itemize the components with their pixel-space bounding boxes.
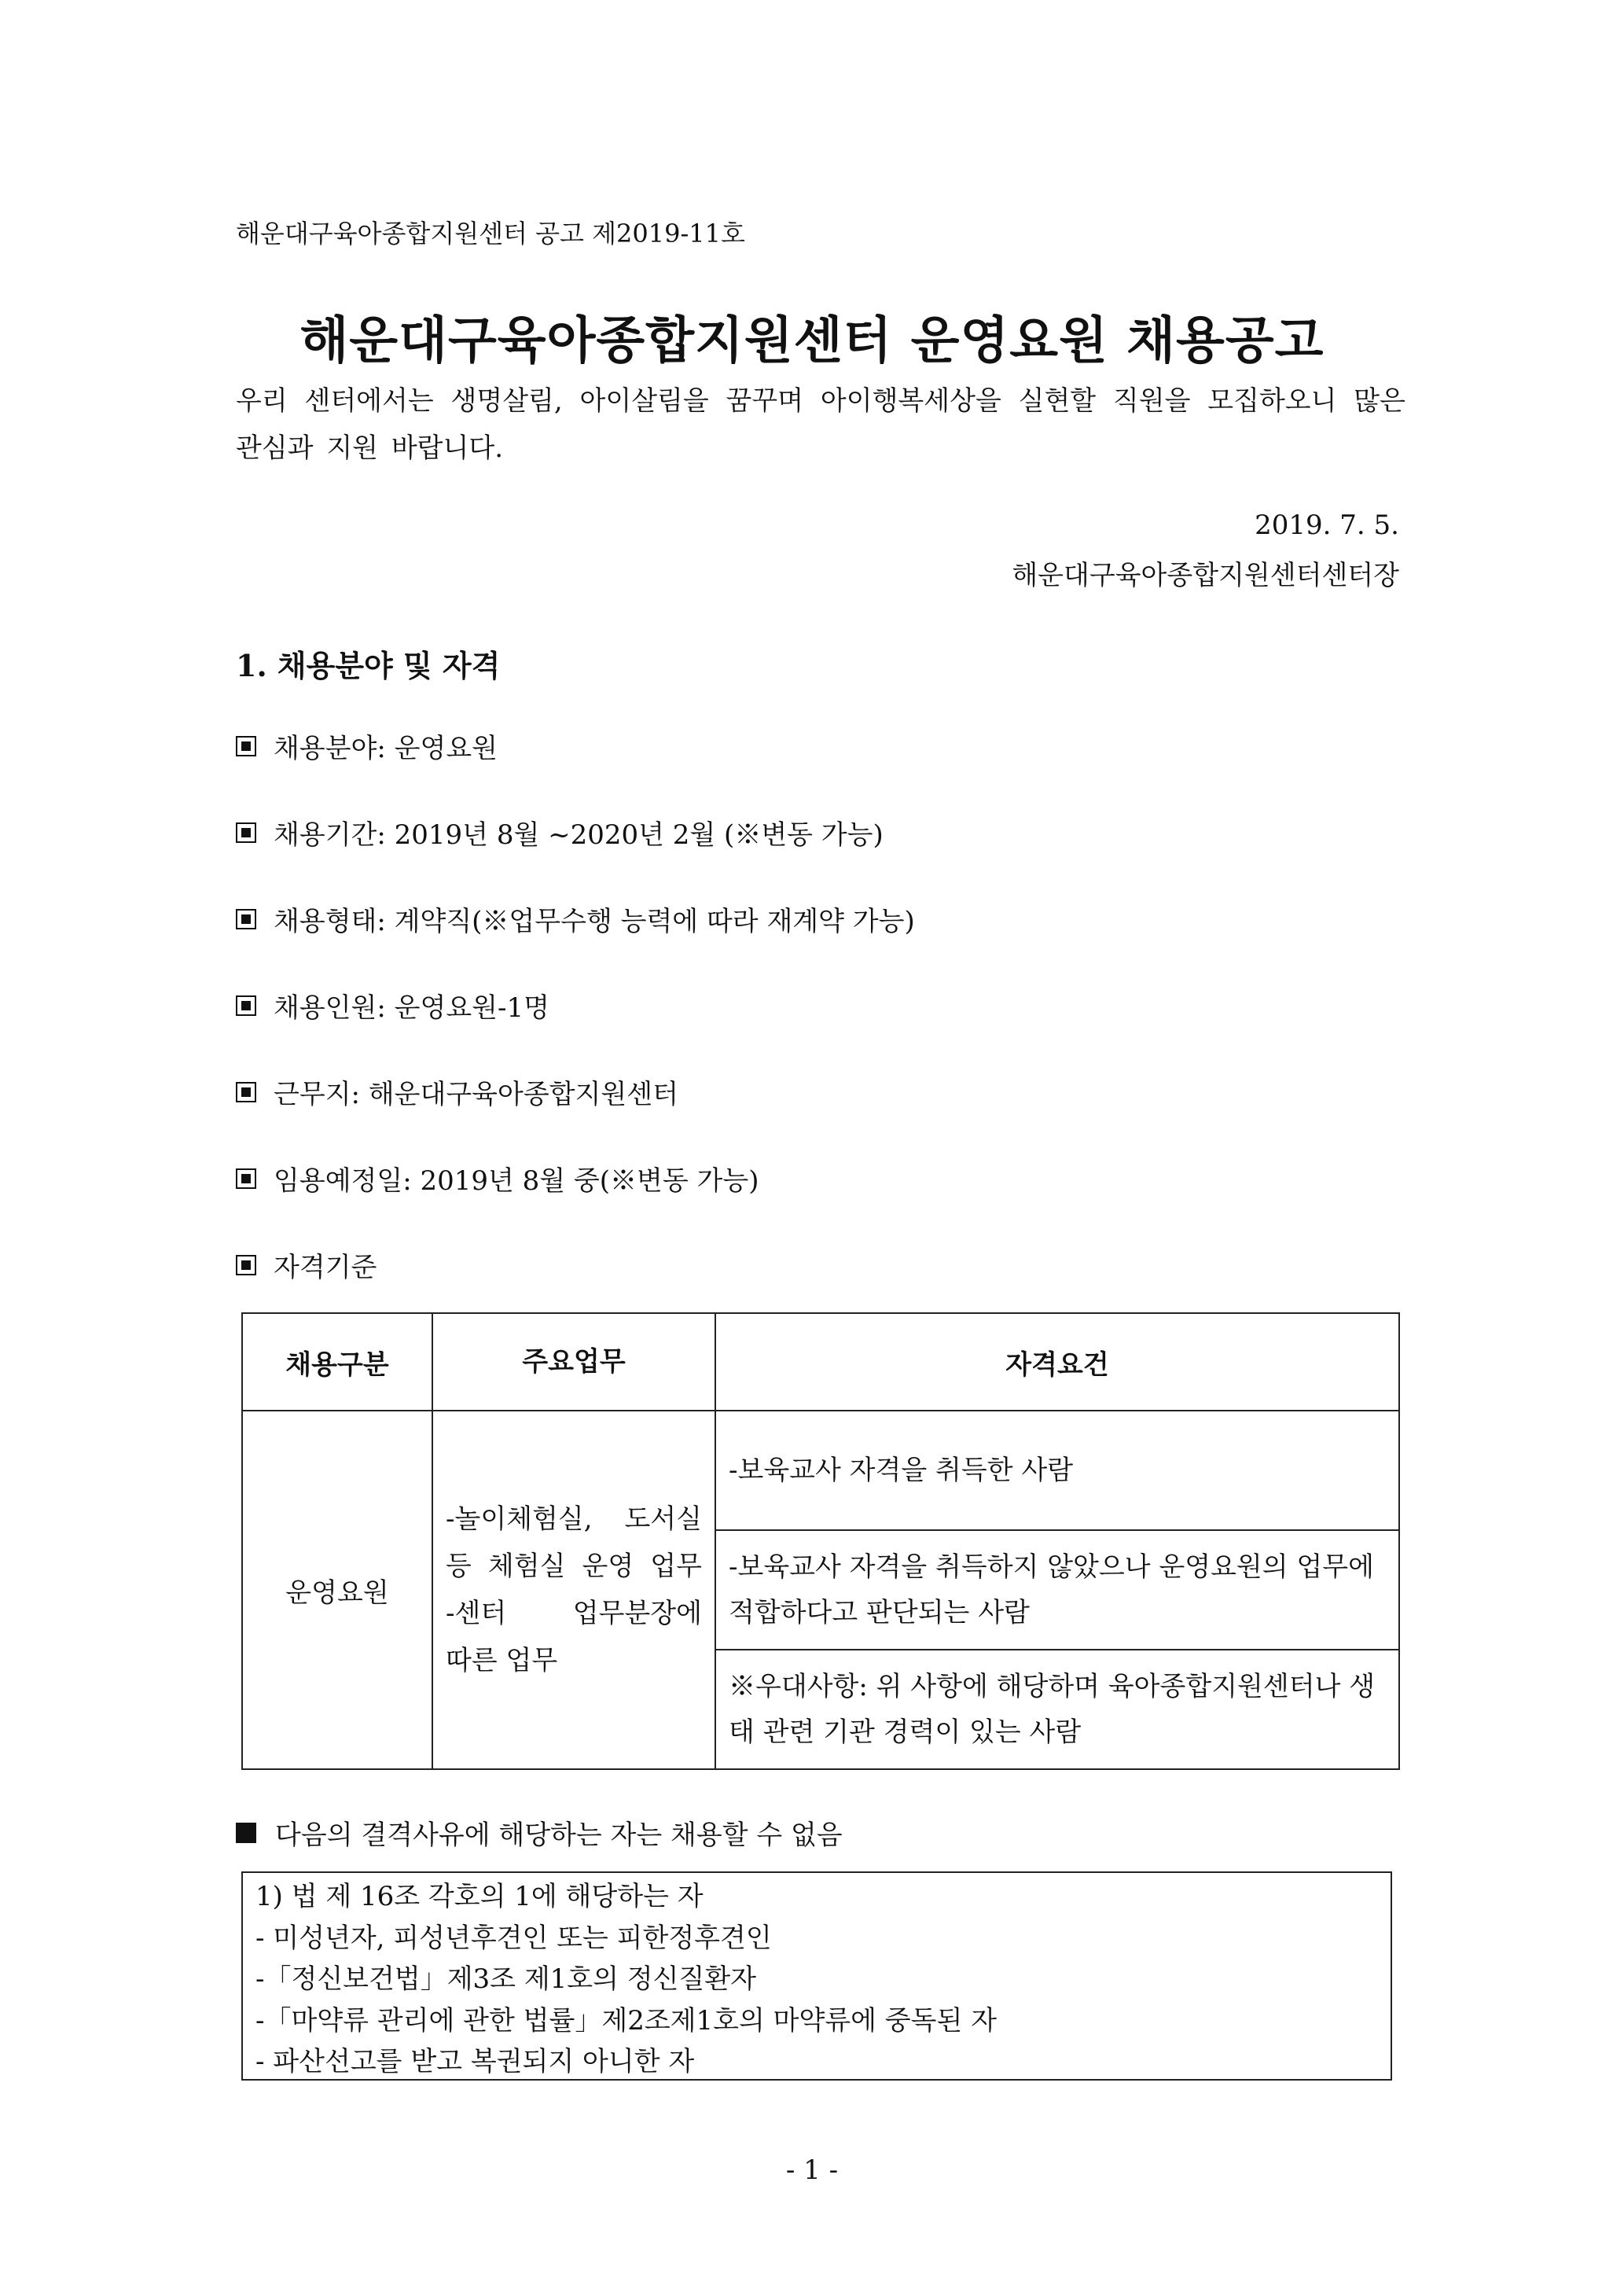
list-item: -「마약류 관리에 관한 법률」제2조제1호의 마약류에 중독된 자	[255, 2004, 998, 2037]
item-text: 채용분야: 운영요원	[274, 733, 498, 764]
list-item: -「정신보건법」제3조 제1호의 정신질환자	[255, 1963, 757, 1995]
list-item: - 파산선고를 받고 복권되지 아니한 자	[255, 2046, 695, 2077]
square-bullet-icon	[236, 1168, 256, 1189]
qualification-cell: -보육교사 자격을 취득한 사람	[715, 1411, 1399, 1530]
table-header-row	[242, 1313, 1399, 1411]
section-title-recruitment: 1. 채용분야 및 자격	[236, 648, 501, 683]
item-text: 채용인원: 운영요원-1명	[274, 992, 549, 1024]
table-header: 자격요건	[715, 1313, 1399, 1411]
item-criteria	[236, 1246, 377, 1284]
signer: 해운대구육아종합지원센터센터장	[1012, 560, 1399, 591]
disqualification-heading	[236, 1813, 843, 1852]
item-type	[236, 900, 915, 938]
list-item: 1) 법 제 16조 각호의 1에 해당하는 자	[255, 1881, 704, 1912]
list-item: - 미성년자, 피성년후견인 또는 피한정후견인	[255, 1922, 772, 1954]
item-workplace	[236, 1073, 678, 1111]
item-start-date	[236, 1159, 759, 1198]
item-text: 채용형태: 계약직(※업무수행 능력에 따라 재계약 가능)	[274, 906, 915, 937]
square-bullet-icon	[236, 1255, 256, 1275]
square-bullet-icon	[236, 1082, 256, 1102]
item-headcount	[236, 986, 549, 1025]
item-text: 근무지: 해운대구육아종합지원센터	[274, 1079, 678, 1110]
item-text: 채용기간: 2019년 8월 ~2020년 2월 (※변동 가능)	[274, 819, 884, 851]
qualification-cell: -보육교사 자격을 취득하지 않았으나 운영요원의 업무에 적합하다고 판단되는 사람	[715, 1530, 1399, 1650]
category-cell: 운영요원	[242, 1411, 432, 1769]
item-field	[236, 727, 498, 765]
item-text: 자격기준	[274, 1252, 377, 1283]
table-header: 주요업무	[432, 1313, 715, 1411]
item-period	[236, 813, 884, 852]
duty-line: -놀이체험실, 도서실	[446, 1503, 702, 1535]
notice-number: 해운대구육아종합지원센터 공고 제2019-11호	[236, 219, 745, 248]
duties-cell	[432, 1411, 715, 1769]
duty-line: 등 체험실 운영 업무	[446, 1551, 702, 1582]
intro-paragraph: 우리 센터에서는 생명살림, 아이살림을 꿈꾸며 아이행복세상을 실현할 직원을 모집하오니 많은 관심과 지원 바랍니다.	[236, 385, 1405, 464]
qualification-cell: ※우대사항: 위 사항에 해당하며 육아종합지원센터나 생태 관련 기관 경력이 있는 사람	[715, 1650, 1399, 1769]
table-row	[242, 1411, 1399, 1530]
square-bullet-icon	[236, 909, 256, 929]
page-number: - 1 -	[785, 2154, 839, 2186]
filled-square-bullet-icon	[236, 1823, 256, 1843]
duty-line: -센터 업무분장에	[446, 1598, 702, 1629]
square-bullet-icon	[236, 995, 256, 1016]
page-title: 해운대구육아종합지원센터 운영요원 채용공고	[299, 311, 1325, 370]
item-text: 임용예정일: 2019년 8월 중(※변동 가능)	[274, 1165, 759, 1197]
qualification-table	[241, 1312, 1400, 1770]
square-bullet-icon	[236, 736, 256, 756]
heading-text: 다음의 결격사유에 해당하는 자는 채용할 수 없음	[275, 1820, 843, 1851]
notice-date: 2019. 7. 5.	[1255, 510, 1399, 541]
disqualification-box	[241, 1871, 1392, 2081]
duty-line: 따른 업무	[446, 1645, 558, 1676]
square-bullet-icon	[236, 822, 256, 843]
table-header: 채용구분	[242, 1313, 432, 1411]
